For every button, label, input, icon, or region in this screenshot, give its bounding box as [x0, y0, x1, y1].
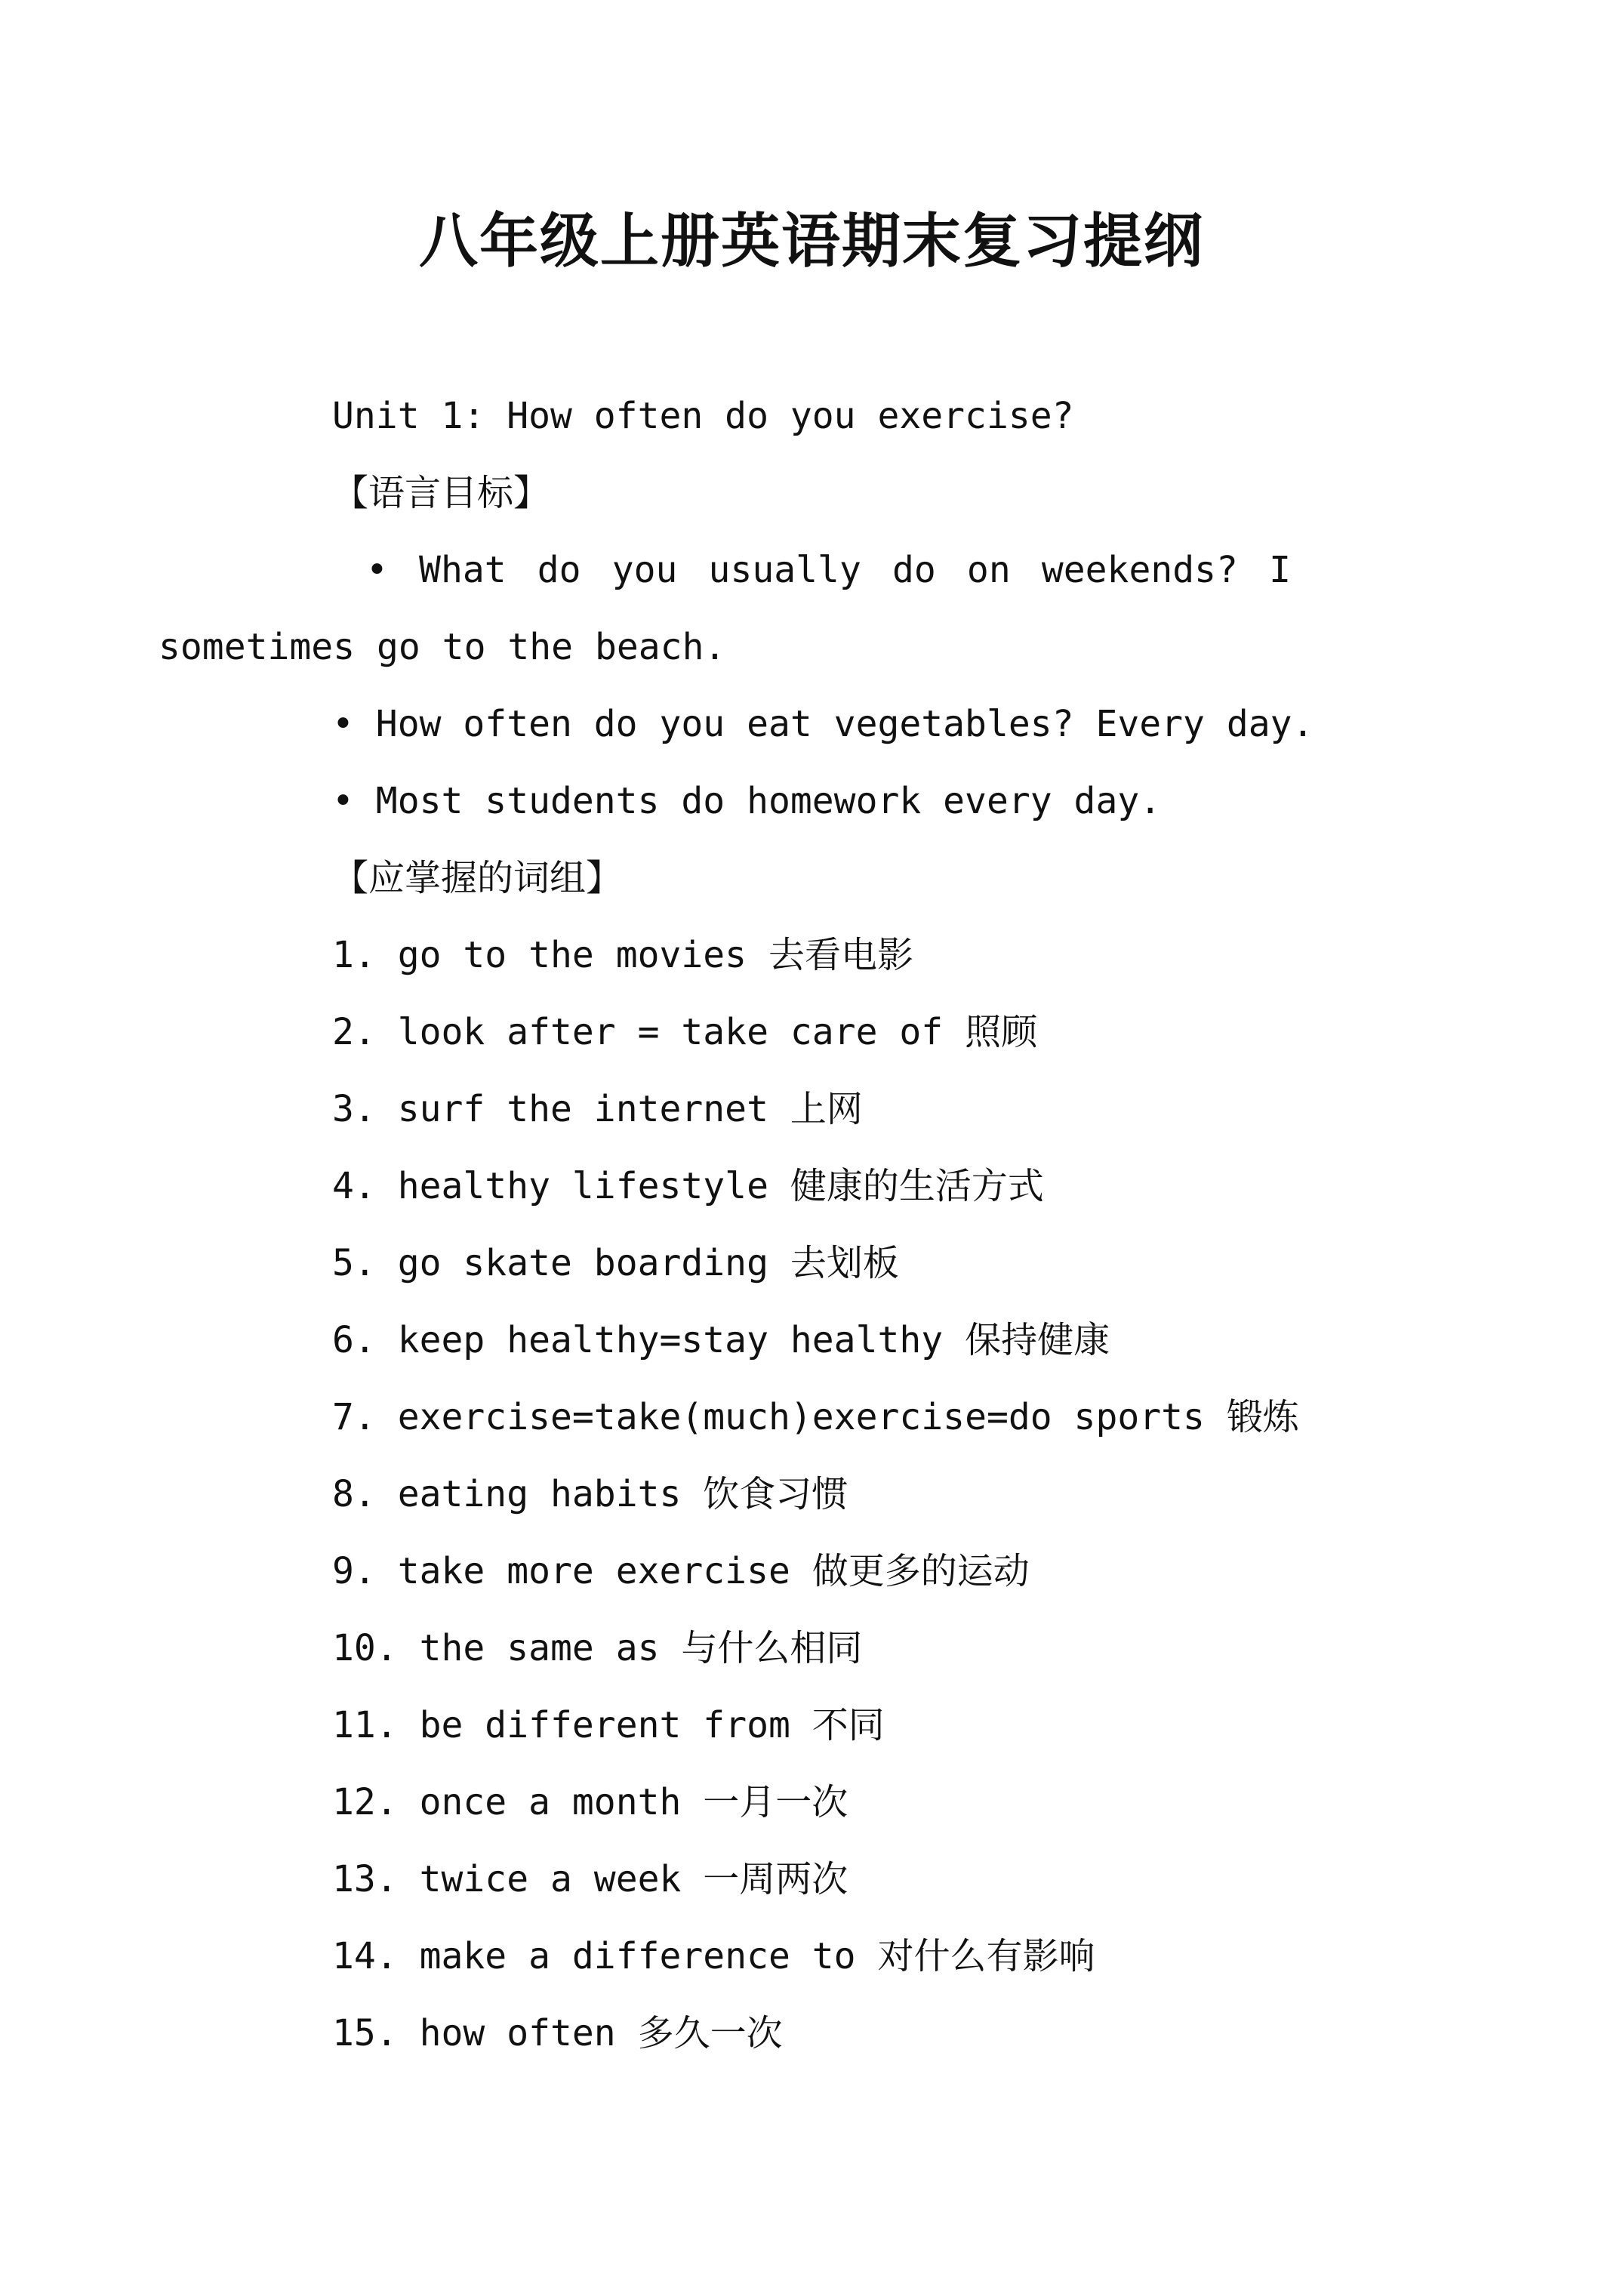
- item-number: 9.: [332, 1550, 376, 1592]
- item-text: take more exercise 做更多的运动: [397, 1550, 1030, 1592]
- item-text: exercise=take(much)exercise=do sports 锻炼: [397, 1396, 1299, 1438]
- section-heading-phrases: 【应掌握的词组】: [332, 857, 623, 899]
- list-item: [245, 1302, 1378, 1379]
- item-number: 1.: [332, 934, 376, 976]
- list-item: [245, 994, 1378, 1071]
- item-number: 2.: [332, 1011, 376, 1053]
- item-number: 12.: [332, 1781, 398, 1823]
- item-text: healthy lifestyle 健康的生活方式: [397, 1165, 1044, 1207]
- item-text: look after = take care of 照顾: [397, 1011, 1038, 1053]
- goal-sentence: • What do you usually do on weekends? I sometimes go to the beach.: [159, 549, 1291, 668]
- list-item: [245, 1687, 1378, 1764]
- list-item: [245, 1995, 1378, 2072]
- phrase-list: [245, 917, 1378, 2072]
- item-text: surf the internet 上网: [397, 1088, 863, 1130]
- item-number: 8.: [332, 1473, 376, 1515]
- list-item: [245, 1071, 1378, 1148]
- item-number: 5.: [332, 1242, 376, 1284]
- list-item: [245, 1918, 1378, 1995]
- item-number: 3.: [332, 1088, 376, 1130]
- list-item: [245, 1764, 1378, 1841]
- document-title: 八年级上册英语期末复习提纲: [418, 207, 1204, 276]
- item-number: 14.: [332, 1935, 398, 1977]
- item-number: 4.: [332, 1165, 376, 1207]
- list-item: [245, 1841, 1378, 1918]
- item-text: how often 多久一次: [419, 2012, 783, 2054]
- item-number: 15.: [332, 2012, 398, 2054]
- document-body: [159, 378, 1378, 2072]
- item-number: 13.: [332, 1858, 398, 1900]
- list-item: [245, 917, 1378, 994]
- item-number: 6.: [332, 1319, 376, 1361]
- unit-heading: Unit 1: How often do you exercise?: [332, 395, 1074, 437]
- section-heading-goals: 【语言目标】: [332, 472, 550, 514]
- list-item: [245, 1379, 1378, 1456]
- item-number: 7.: [332, 1396, 376, 1438]
- goal-sentence: • Most students do homework every day.: [332, 780, 1162, 822]
- item-text: make a difference to 对什么有影响: [419, 1935, 1095, 1977]
- item-text: the same as 与什么相同: [419, 1627, 863, 1669]
- item-text: go skate boarding 去划板: [397, 1242, 899, 1284]
- item-text: twice a week 一周两次: [419, 1858, 848, 1900]
- list-item: [245, 1456, 1378, 1533]
- goal-sentence: • How often do you eat vegetables? Every day.: [332, 703, 1314, 745]
- item-text: go to the movies 去看电影: [397, 934, 913, 976]
- list-item: [245, 1225, 1378, 1302]
- list-item: [245, 1610, 1378, 1687]
- item-number: 11.: [332, 1704, 398, 1746]
- item-text: eating habits 饮食习惯: [397, 1473, 848, 1515]
- item-text: keep healthy=stay healthy 保持健康: [397, 1319, 1110, 1361]
- list-item: [245, 1148, 1378, 1225]
- list-item: [245, 1533, 1378, 1610]
- item-number: 10.: [332, 1627, 398, 1669]
- item-text: once a month 一月一次: [419, 1781, 848, 1823]
- item-text: be different from 不同: [419, 1704, 885, 1746]
